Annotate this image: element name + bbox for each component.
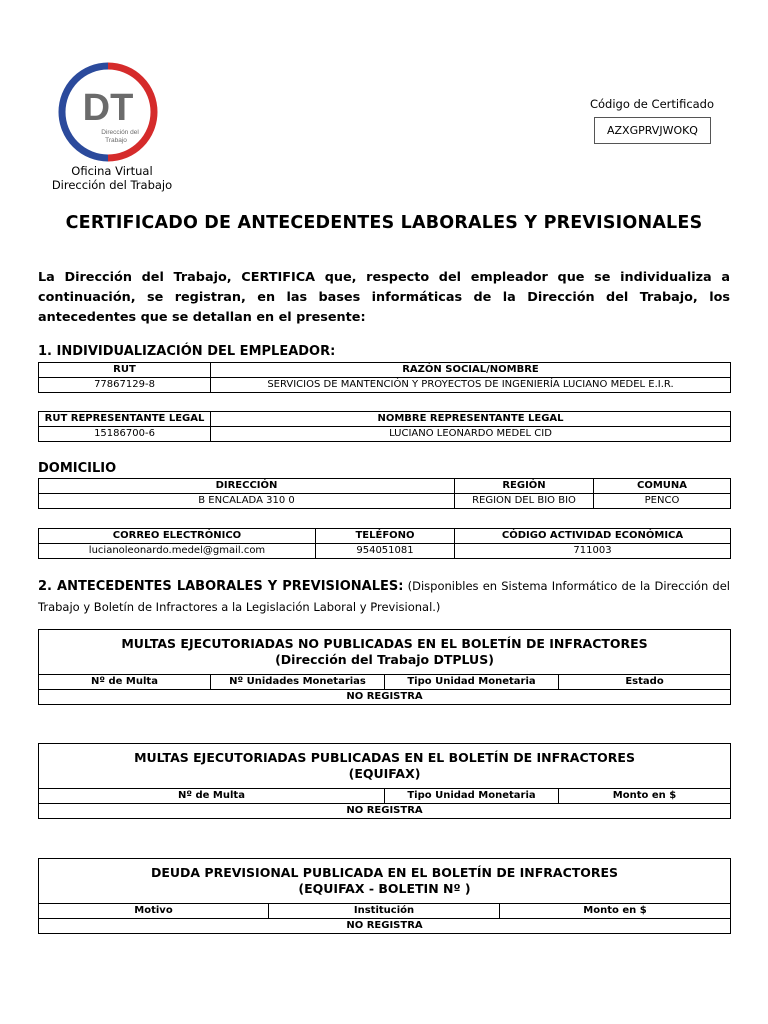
razon-header: RAZÓN SOCIAL/NOMBRE: [211, 363, 731, 378]
razon-value: SERVICIOS DE MANTENCIÓN Y PROYECTOS DE INGENIERÍA LUCIANO MEDEL E.I.R.: [211, 378, 731, 393]
box3-table: [38, 858, 731, 934]
svg-text:Dirección del: Dirección del: [101, 129, 139, 136]
box3-title: [39, 859, 731, 904]
logo-text: DT: [82, 87, 134, 129]
box1-col-1: Nº de Multa: [39, 675, 211, 690]
region-header: REGIÓN: [455, 479, 594, 494]
section1-title: 1. INDIVIDUALIZACIÓN DEL EMPLEADOR:: [38, 344, 336, 359]
domicilio-title: DOMICILIO: [38, 461, 117, 476]
region-value: REGION DEL BIO BIO: [455, 494, 594, 509]
comuna-value: PENCO: [594, 494, 731, 509]
box1-title-line1: MULTAS EJECUTORIADAS NO PUBLICADAS EN EL BOLETÍN DE INFRACTORES: [121, 636, 648, 651]
cert-code-label: Código de Certificado: [589, 97, 715, 111]
box1-col-3: Tipo Unidad Monetaria: [385, 675, 559, 690]
box1-title-line2: (Dirección del Trabajo DTPLUS): [275, 652, 494, 667]
box3-col-3: Monto en $: [500, 904, 731, 919]
employer-table: [38, 362, 731, 393]
section2-desc: (Disponibles en Sistema Informático de la Dirección del Trabajo y Boletín de Infractores a la Legislación Laboral y Previsional.): [38, 579, 730, 614]
address-table: [38, 478, 731, 509]
rep-rut-header: RUT REPRESENTANTE LEGAL: [39, 412, 211, 427]
intro-paragraph: La Dirección del Trabajo, CERTIFICA que, respecto del empleador que se individualiza a continuación, se registran, en las bases informáticas de la Dirección del Trabajo, los antecedentes que se detallan en el presente:: [38, 270, 730, 325]
rut-header: RUT: [39, 363, 211, 378]
rep-name-header: NOMBRE REPRESENTANTE LEGAL: [211, 412, 731, 427]
box2-title-line1: MULTAS EJECUTORIADAS PUBLICADAS EN EL BOLETÍN DE INFRACTORES: [134, 750, 635, 765]
rep-name-value: LUCIANO LEONARDO MEDEL CID: [211, 427, 731, 442]
rep-rut-value: 15186700-6: [39, 427, 211, 442]
box3-col-1: Motivo: [39, 904, 269, 919]
box2-title-line2: (EQUIFAX): [348, 766, 421, 781]
section2-title: 2. ANTECEDENTES LABORALES Y PREVISIONALES:: [38, 579, 404, 594]
dt-logo: [58, 62, 158, 162]
box2-col-1: Nº de Multa: [39, 789, 385, 804]
box2-col-3: Monto en $: [559, 789, 731, 804]
section2-paragraph: [38, 576, 730, 617]
activity-header: CÓDIGO ACTIVIDAD ECONÓMICA: [455, 529, 731, 544]
representative-table: [38, 411, 731, 442]
comuna-header: COMUNA: [594, 479, 731, 494]
address-header: DIRECCIÓN: [39, 479, 455, 494]
box1-col-2: Nº Unidades Monetarias: [211, 675, 385, 690]
rut-value: 77867129-8: [39, 378, 211, 393]
box2-empty: NO REGISTRA: [39, 804, 731, 819]
address-value: B ENCALADA 310 0: [39, 494, 455, 509]
email-header: CORREO ELECTRÓNICO: [39, 529, 316, 544]
email-value: lucianoleonardo.medel@gmail.com: [39, 544, 316, 559]
office-name: [42, 164, 182, 192]
box1-col-4: Estado: [559, 675, 731, 690]
contact-table: [38, 528, 731, 559]
box3-title-line2: (EQUIFAX - BOLETIN Nº ): [298, 881, 471, 896]
phone-value: 954051081: [316, 544, 455, 559]
svg-text:Trabajo: Trabajo: [105, 137, 127, 144]
activity-value: 711003: [455, 544, 731, 559]
box3-col-2: Institución: [269, 904, 500, 919]
document-title: CERTIFICADO DE ANTECEDENTES LABORALES Y PREVISIONALES: [65, 213, 703, 233]
box2-col-2: Tipo Unidad Monetaria: [385, 789, 559, 804]
cert-code-box: AZXGPRVJWOKQ: [594, 117, 711, 144]
office-line-1: Oficina Virtual: [71, 164, 153, 178]
box2-title: [39, 744, 731, 789]
box1-title: [39, 630, 731, 675]
box1-empty: NO REGISTRA: [39, 690, 731, 705]
office-line-2: Dirección del Trabajo: [51, 178, 173, 192]
box3-title-line1: DEUDA PREVISIONAL PUBLICADA EN EL BOLETÍN DE INFRACTORES: [150, 865, 619, 880]
box2-table: [38, 743, 731, 819]
box3-empty: NO REGISTRA: [39, 919, 731, 934]
phone-header: TELÉFONO: [316, 529, 455, 544]
box1-table: [38, 629, 731, 705]
